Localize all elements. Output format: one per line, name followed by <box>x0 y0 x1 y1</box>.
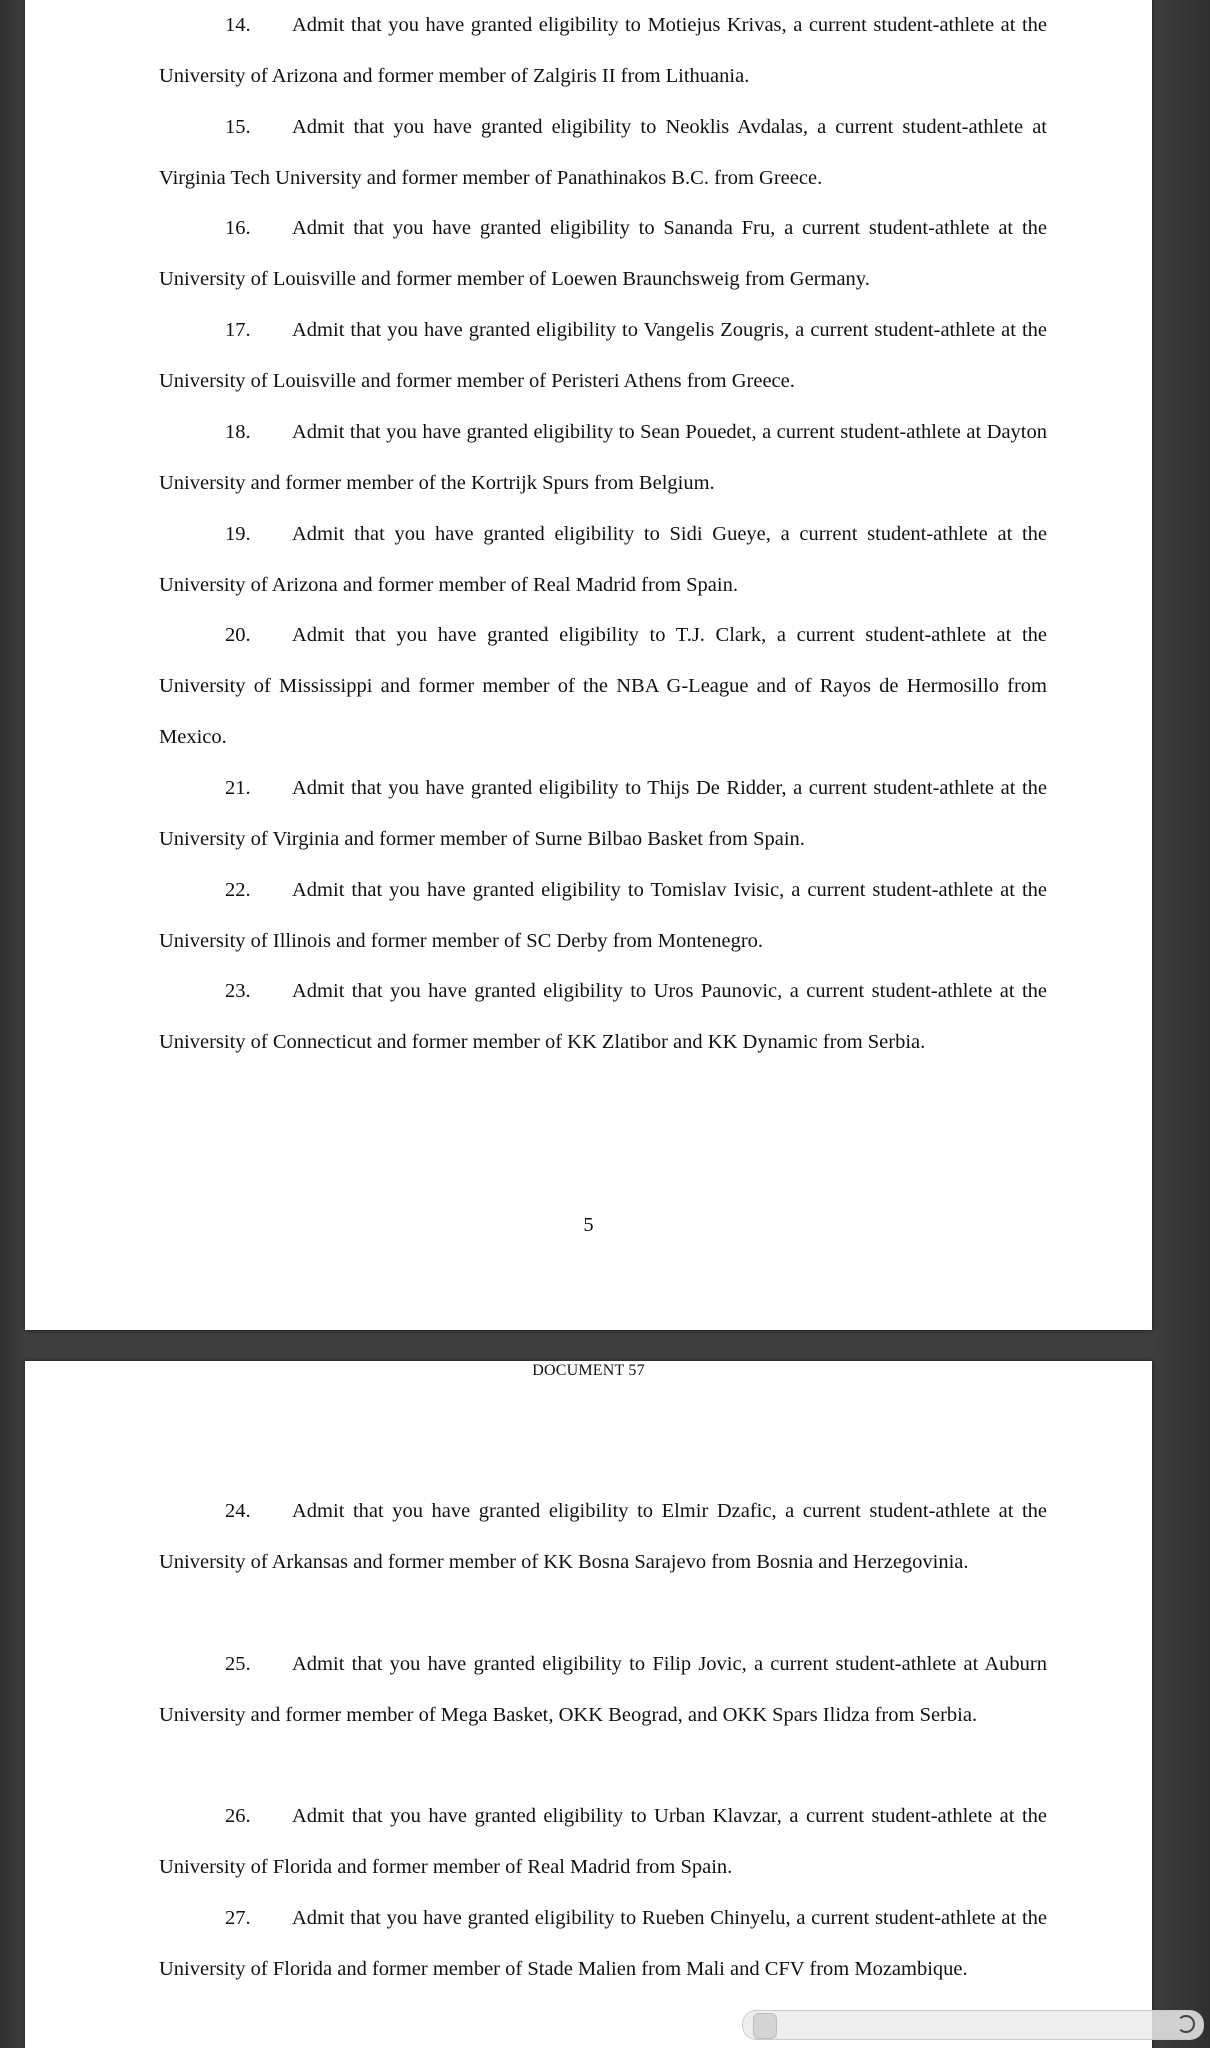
paragraph-number: 22. <box>225 879 251 901</box>
scrollbar-thumb[interactable] <box>753 2013 777 2039</box>
paragraph-17 <box>159 305 1047 407</box>
document-page-5 <box>25 0 1152 1330</box>
document-header: DOCUMENT 57 <box>532 1362 645 1379</box>
paragraph-text: Admit that you have granted eligibility to Sananda Fru, a current student-athlete at the University of Louisville and former member of Loewen Braunchsweig from Germany. <box>159 217 1047 290</box>
paragraph-text: Admit that you have granted eligibility to Filip Jovic, a current student-athlete at Auburn University and former member of Mega Basket, OKK Beograd, and OKK Spars Ilidza from Serbia. <box>159 1653 1047 1726</box>
paragraph-25 <box>159 1639 1047 1741</box>
paragraph-number: 19. <box>225 523 251 545</box>
paragraph-number: 17. <box>225 319 251 341</box>
paragraph-18 <box>159 407 1047 509</box>
paragraph-21 <box>159 763 1047 865</box>
paragraph-number: 21. <box>225 777 251 799</box>
paragraph-27 <box>159 1893 1047 1995</box>
paragraph-text: Admit that you have granted eligibility to Tomislav Ivisic, a current student-athlete at the University of Illinois and former member of SC Derby from Montenegro. <box>159 879 1047 952</box>
paragraph-text: Admit that you have granted eligibility to Urban Klavzar, a current student-athlete at the University of Florida and former member of Real Madrid from Spain. <box>159 1805 1047 1878</box>
paragraph-number: 25. <box>225 1653 251 1675</box>
paragraph-number: 23. <box>225 980 251 1002</box>
paragraph-number: 14. <box>225 14 251 36</box>
paragraph-text: Admit that you have granted eligibility to Rueben Chinyelu, a current student-athlete at the University of Florida and former member of Stade Malien from Mali and CFV from Mozambique. <box>159 1907 1047 1980</box>
paragraph-text: Admit that you have granted eligibility to Sidi Gueye, a current student-athlete at the University of Arizona and former member of Real Madrid from Spain. <box>159 523 1047 596</box>
paragraph-14 <box>159 0 1047 102</box>
document-page-6 <box>25 1361 1152 2048</box>
page-number: 5 <box>583 1214 594 1236</box>
paragraph-text: Admit that you have granted eligibility to Neoklis Avdalas, a current student-athlete at Virginia Tech University and former member of Panathinakos B.C. from Greece. <box>159 116 1047 189</box>
paragraph-23 <box>159 966 1047 1068</box>
paragraph-text: Admit that you have granted eligibility to Uros Paunovic, a current student-athlete at the University of Connecticut and former member of KK Zlatibor and KK Dynamic from Serbia. <box>159 980 1047 1053</box>
paragraph-number: 18. <box>225 421 251 443</box>
paragraph-number: 27. <box>225 1907 251 1929</box>
paragraph-20 <box>159 610 1047 763</box>
paragraph-26 <box>159 1791 1047 1893</box>
paragraph-24 <box>159 1486 1047 1588</box>
paragraph-text: Admit that you have granted eligibility to Sean Pouedet, a current student-athlete at Dayton University and former member of the Kortrijk Spurs from Belgium. <box>159 421 1047 494</box>
paragraph-number: 16. <box>225 217 251 239</box>
paragraph-text: Admit that you have granted eligibility to T.J. Clark, a current student-athlete at the University of Mississippi and former member of the NBA G-League and of Rayos de Hermosillo from Mexico. <box>159 624 1047 748</box>
paragraph-22 <box>159 865 1047 967</box>
paragraph-number: 15. <box>225 116 251 138</box>
paragraph-16 <box>159 203 1047 305</box>
horizontal-scrollbar[interactable] <box>742 2010 1204 2040</box>
paragraph-text: Admit that you have granted eligibility to Thijs De Ridder, a current student-athlete at the University of Virginia and former member of Surne Bilbao Basket from Spain. <box>159 777 1047 850</box>
paragraph-text: Admit that you have granted eligibility to Elmir Dzafic, a current student-athlete at the University of Arkansas and former member of KK Bosna Sarajevo from Bosnia and Herzegovinia. <box>159 1500 1047 1573</box>
paragraph-text: Admit that you have granted eligibility to Motiejus Krivas, a current student-athlete at the University of Arizona and former member of Zalgiris II from Lithuania. <box>159 14 1047 87</box>
paragraph-text: Admit that you have granted eligibility to Vangelis Zougris, a current student-athlete at the University of Louisville and former member of Peristeri Athens from Greece. <box>159 319 1047 392</box>
paragraph-number: 26. <box>225 1805 251 1827</box>
paragraph-15 <box>159 102 1047 204</box>
paragraph-number: 20. <box>225 624 251 646</box>
paragraph-number: 24. <box>225 1500 251 1522</box>
refresh-icon[interactable] <box>1177 2015 1195 2033</box>
paragraph-19 <box>159 509 1047 611</box>
